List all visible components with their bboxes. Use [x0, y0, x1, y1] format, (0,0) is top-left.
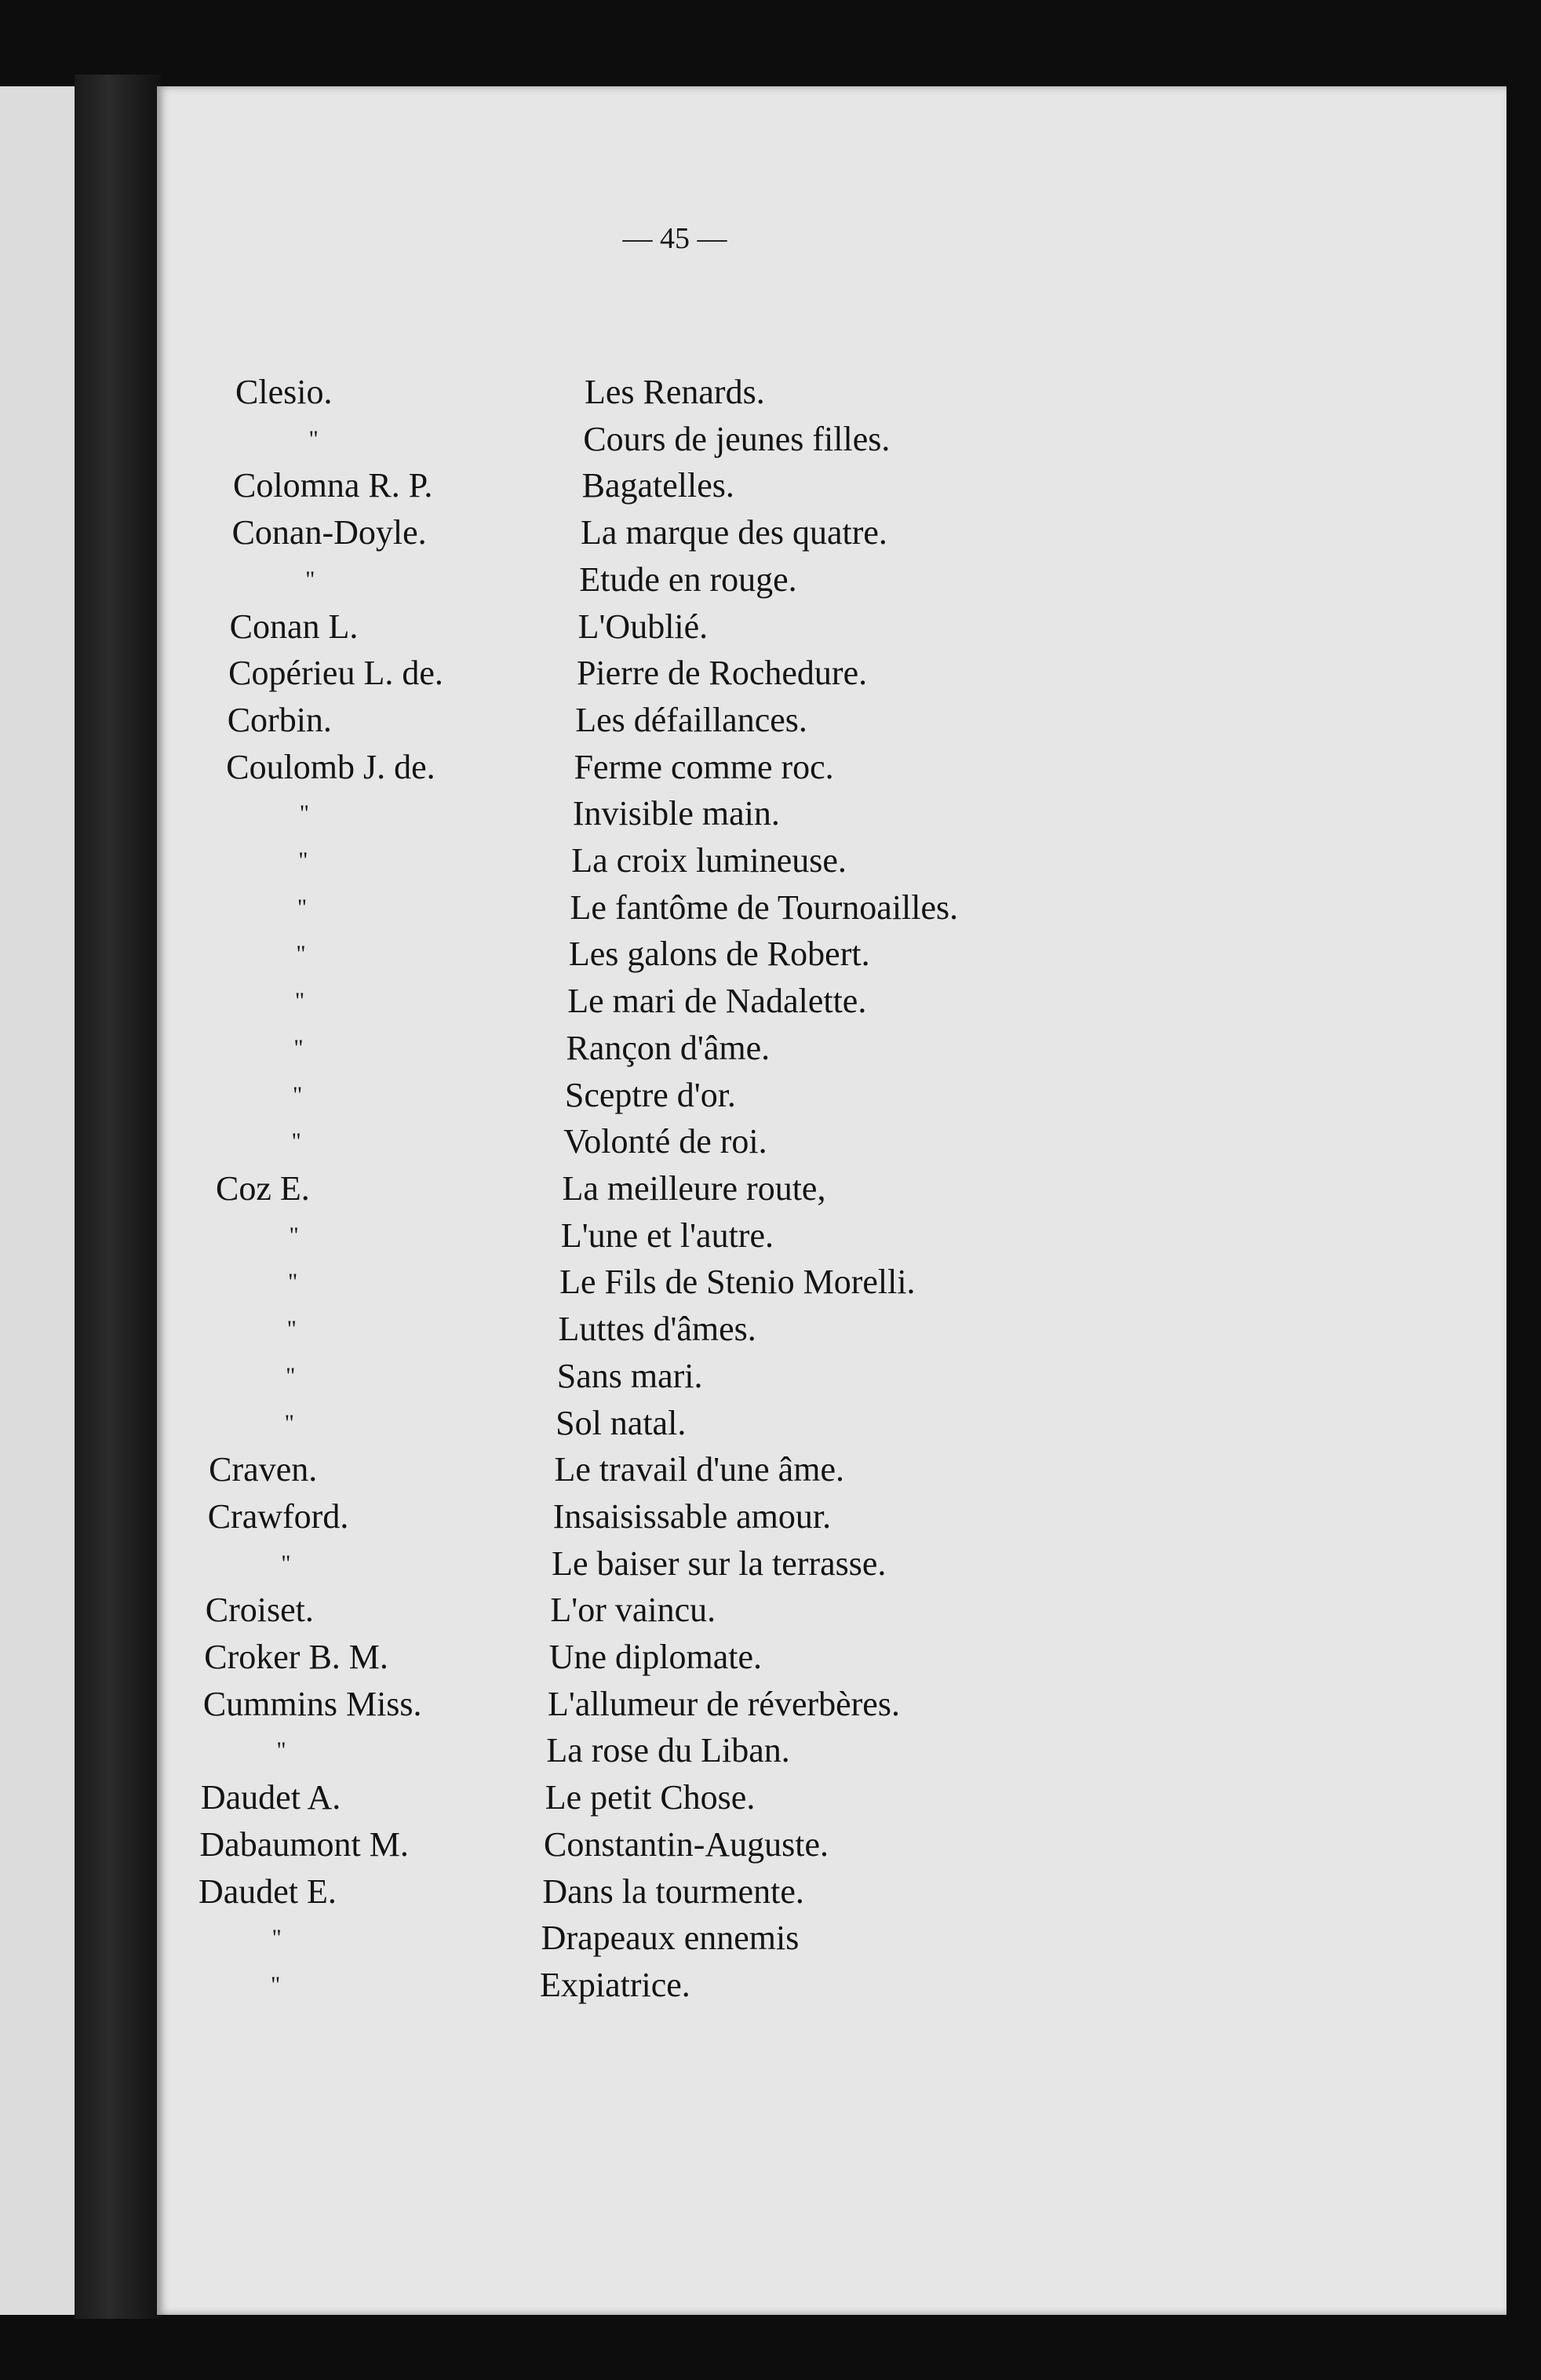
book-title: Ferme comme roc. — [574, 747, 834, 786]
book-title: Sceptre d'or. — [564, 1075, 736, 1114]
book-title: Sans mari. — [556, 1356, 703, 1395]
index-row — [0, 1727, 1541, 1774]
book-title: Le baiser sur la terrasse. — [552, 1544, 887, 1583]
book-title: Une diplomate. — [548, 1638, 762, 1677]
author-name: Copérieu L. de. — [228, 654, 443, 693]
book-title: L'allumeur de réverbères. — [548, 1684, 900, 1723]
index-row — [0, 603, 1541, 651]
author-ditto: " — [289, 1222, 299, 1248]
index-row — [0, 1259, 1541, 1306]
book-title: Invisible main. — [572, 794, 780, 833]
author-ditto: " — [284, 1409, 294, 1436]
book-title: Insaisissable amour. — [552, 1496, 832, 1536]
author-ditto: " — [288, 1269, 298, 1296]
author-ditto: " — [271, 1972, 281, 1998]
index-row — [0, 462, 1541, 509]
index-row — [0, 1353, 1541, 1400]
index-row — [0, 556, 1541, 603]
author-ditto: " — [299, 800, 309, 827]
author-name: Conan L. — [229, 607, 359, 646]
book-title: Volonté de roi. — [563, 1122, 767, 1161]
index-row — [0, 1868, 1541, 1915]
index-row — [0, 369, 1541, 416]
index-row — [0, 1212, 1541, 1259]
author-ditto: " — [271, 1925, 282, 1952]
index-row — [0, 1493, 1541, 1540]
author-ditto: " — [294, 988, 305, 1015]
book-title: Le fantôme de Tournoailles. — [570, 887, 959, 927]
author-ditto: " — [281, 1550, 291, 1576]
book-title: Bagatelles. — [581, 466, 734, 505]
index-row — [0, 1962, 1541, 2009]
book-title: Le travail d'une âme. — [554, 1450, 844, 1489]
book-title: L'une et l'autre. — [560, 1216, 774, 1255]
author-ditto: " — [286, 1362, 296, 1389]
author-ditto: " — [291, 1128, 301, 1155]
author-ditto: " — [297, 894, 308, 920]
author-ditto: " — [276, 1737, 286, 1764]
book-title: Le Fils de Stenio Morelli. — [559, 1263, 916, 1302]
author-name: Daudet A. — [200, 1778, 341, 1817]
index-row — [0, 1915, 1541, 1962]
index-row — [0, 978, 1541, 1025]
index-row — [0, 1681, 1541, 1728]
author-ditto: " — [293, 1034, 304, 1061]
author-ditto: " — [286, 1316, 297, 1343]
book-title: L'or vaincu. — [550, 1591, 716, 1630]
book-title: Dans la tourmente. — [542, 1872, 804, 1911]
index-row — [0, 650, 1541, 697]
author-name: Daudet E. — [198, 1872, 337, 1911]
book-title: Les galons de Robert. — [568, 935, 870, 974]
author-name: Conan-Doyle. — [231, 513, 427, 552]
index-row — [0, 884, 1541, 931]
book-title: Les défaillances. — [575, 700, 807, 739]
index-row — [0, 509, 1541, 556]
book-title: Pierre de Rochedure. — [576, 654, 868, 693]
book-title: Luttes d'âmes. — [558, 1310, 756, 1349]
author-ditto: " — [305, 566, 315, 592]
book-title: Le mari de Nadalette. — [567, 982, 867, 1021]
author-name: Dabaumont M. — [199, 1824, 409, 1864]
index-row — [0, 1118, 1541, 1165]
index-row — [0, 1774, 1541, 1821]
index-row — [0, 697, 1541, 744]
author-name: Coulomb J. de. — [226, 747, 435, 786]
book-title: Les Renards. — [585, 373, 765, 411]
book-title: La croix lumineuse. — [571, 841, 847, 880]
author-ditto: " — [298, 847, 308, 874]
index-row — [0, 1165, 1541, 1212]
book-title: Etude en rouge. — [579, 559, 797, 599]
book-title: Cours de jeunes filles. — [583, 419, 891, 458]
page-number: — 45 — — [622, 222, 727, 255]
index-row — [0, 1634, 1541, 1681]
author-name: Coz E. — [216, 1169, 310, 1208]
book-title: La rose du Liban. — [546, 1731, 790, 1770]
index-row — [0, 837, 1541, 884]
index-row — [0, 931, 1541, 978]
book-title: La marque des quatre. — [580, 513, 887, 552]
author-name: Craven. — [209, 1450, 318, 1489]
index-row — [0, 1587, 1541, 1634]
index-row — [0, 744, 1541, 791]
index-row — [0, 1446, 1541, 1493]
author-name: Cummins Miss. — [202, 1684, 422, 1723]
author-name: Corbin. — [227, 700, 332, 739]
index-row — [0, 1306, 1541, 1353]
index-row — [0, 1540, 1541, 1587]
book-title: Constantin-Auguste. — [544, 1824, 829, 1864]
book-title: Sol natal. — [556, 1403, 687, 1442]
index-row — [0, 1400, 1541, 1447]
book-title: Le petit Chose. — [545, 1778, 756, 1817]
index-row — [0, 1821, 1541, 1868]
book-title: Expiatrice. — [540, 1966, 690, 2004]
author-ditto: " — [296, 941, 306, 968]
index-row — [0, 1072, 1541, 1119]
index-row — [0, 1025, 1541, 1072]
book-title: L'Oublié. — [577, 607, 709, 646]
author-ditto: " — [292, 1081, 303, 1108]
author-name: Croker B. M. — [204, 1638, 388, 1677]
book-title: La meilleure route, — [562, 1169, 826, 1208]
author-name: Croiset. — [205, 1591, 314, 1630]
book-title: Drapeaux ennemis — [541, 1919, 800, 1958]
book-title: Rançon d'âme. — [566, 1028, 770, 1067]
author-name: Clesio. — [235, 373, 333, 411]
author-name: Crawford. — [207, 1496, 349, 1536]
index-row — [0, 790, 1541, 837]
index-row — [0, 416, 1541, 463]
author-ditto: " — [308, 425, 319, 452]
author-name: Colomna R. P. — [233, 466, 433, 505]
